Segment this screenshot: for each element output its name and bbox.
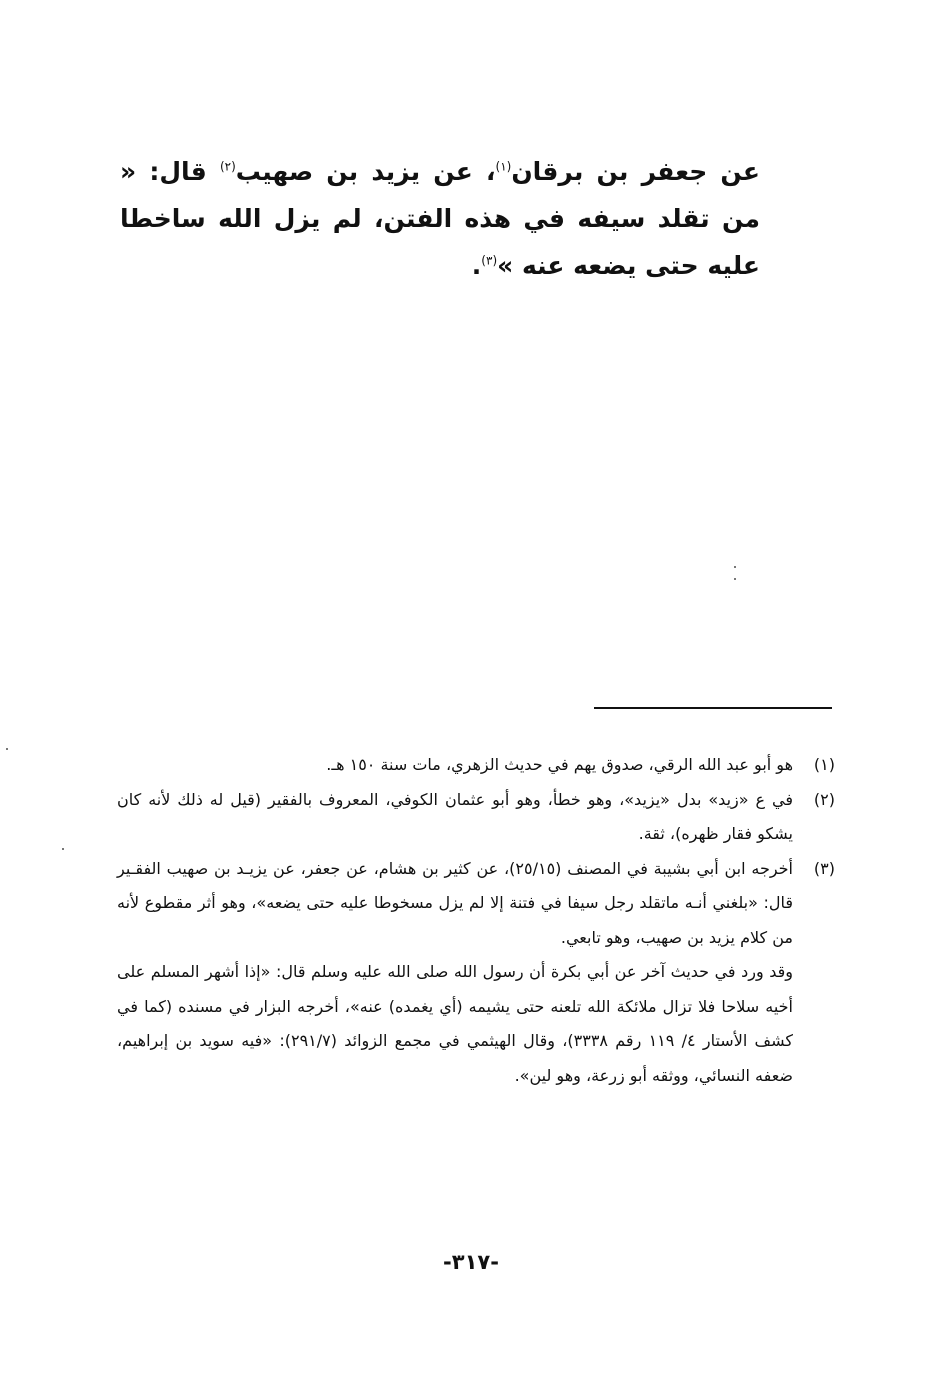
main-text-part-4: . xyxy=(471,251,482,280)
main-text-block xyxy=(120,148,760,289)
footnote-1 xyxy=(117,748,835,783)
footnote-3 xyxy=(117,852,835,1094)
footnote-2 xyxy=(117,783,835,852)
main-text-part-2: ، عن يزيد بن صهيب xyxy=(235,157,496,186)
main-text-part-1: عن جعفر بن برقان xyxy=(511,157,760,186)
footnote-ref-1[interactable]: (١) xyxy=(495,159,512,174)
footnote-paragraph: هو أبو عبد الله الرقي، صدوق يهم في حديث الزهري، مات سنة ١٥٠ هـ. xyxy=(326,755,793,774)
footnote-number: (٣) xyxy=(813,858,835,878)
main-text-part-3: قال: « من تقلد سيفه في هذه الفتن، لم يزل الله ساخطا عليه حتى يضعه عنه » xyxy=(120,157,760,280)
main-paragraph xyxy=(120,148,760,289)
footnote-separator xyxy=(594,707,832,709)
footnote-paragraph: وقد ورد في حديث آخر عن أبي بكرة أن رسول الله صلى الله عليه وسلم قال: «إذا أشهر المسلم على أخيه سلاحا فلا تزال ملائكة الله تلعنه حتى يشيمه (أي يغمده) عنه»، أخرجه البزار في مسنده (كما في كشف الأستار ٤/ ١١٩ رقم ٣٣٣٨)، وقال الهيثمي في مجمع الزوائد (٢٩١/٧): «فيه سويد بن إبراهيم، ضعفه النسائي، ووثقه أبو زرعة، وهو لين». xyxy=(117,962,794,1085)
footnote-paragraph: أخرجه ابن أبي بشيبة في المصنف (٢٥/١٥)، عن كثير بن هشام، عن جعفر، عن يزيـد بن صهيب الفقـير قال: «بلغني أنـه ماتقلد رجل سيفا في فتنة إلا لم يزل مسخوطا عليه حتى يضعه»، وهو أثر مقطوع لأنه من كلام يزيد بن صهيب، وهو تابعي. xyxy=(117,858,794,947)
scan-speck xyxy=(62,848,64,850)
scan-speck xyxy=(734,566,736,568)
footnote-paragraph: في ع «زيد» بدل «يزيد»، وهو خطأ، وهو أبو عثمان الكوفي، المعروف بالفقير (قيل له ذلك لأنه كان يشكو فقار ظهره)، ثقة. xyxy=(117,789,793,843)
page-number: -٣١٧- xyxy=(443,1250,499,1274)
footnote-number: (٢) xyxy=(813,789,835,809)
footnote-body xyxy=(117,852,793,1094)
scan-speck xyxy=(6,748,8,750)
footnote-number: (١) xyxy=(813,755,835,774)
footnote-body xyxy=(117,748,793,783)
footnote-ref-3[interactable]: (٣) xyxy=(481,253,498,268)
footnote-ref-2[interactable]: (٢) xyxy=(219,159,236,174)
footnotes-section xyxy=(117,748,835,1093)
footnote-body xyxy=(117,783,793,852)
scan-speck xyxy=(734,578,736,580)
